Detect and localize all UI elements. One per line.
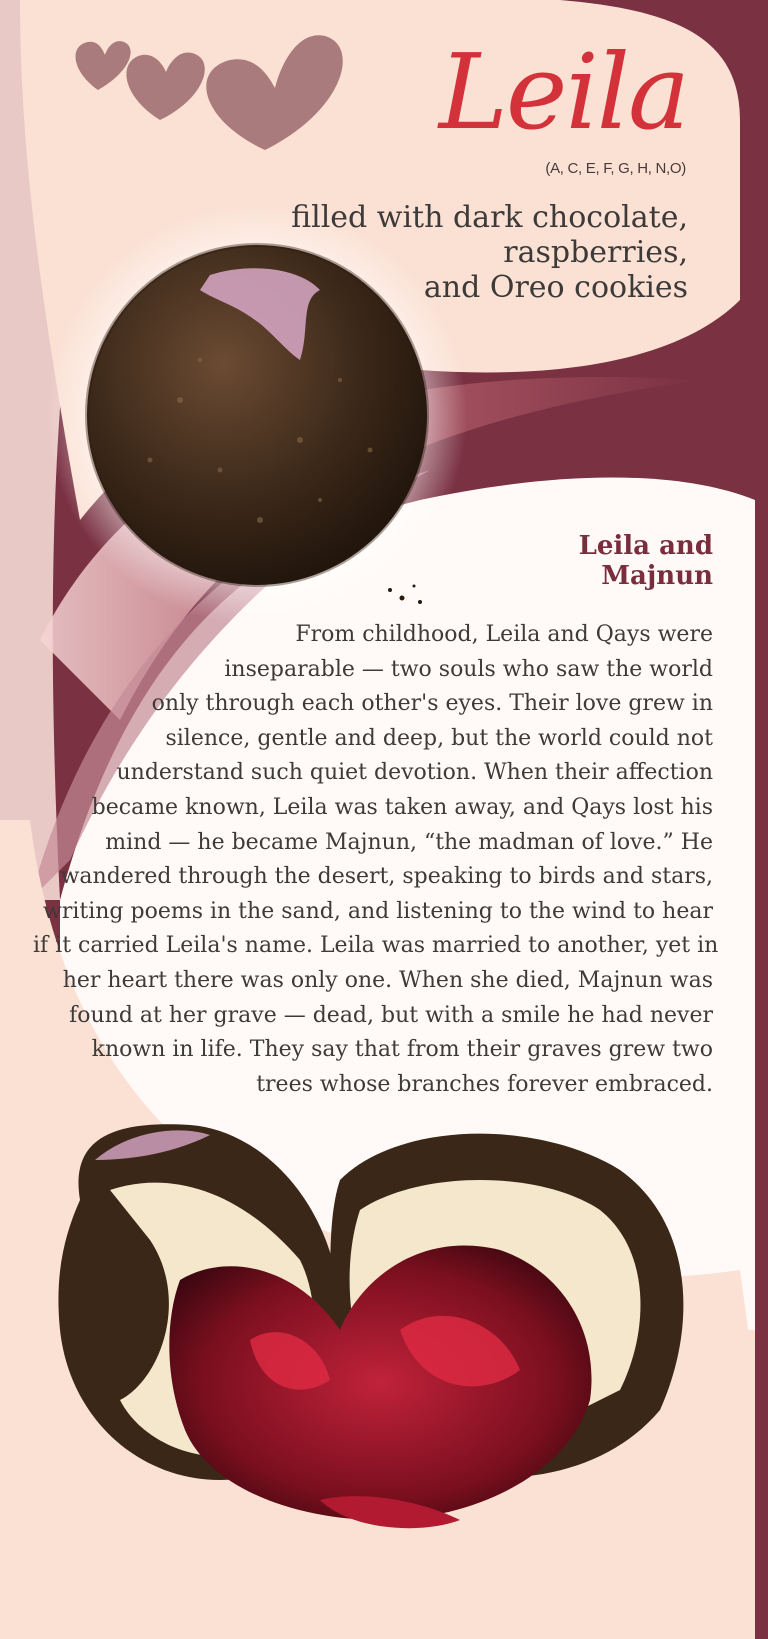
story-line: understand such quiet devotion. When their affection [116,760,713,786]
story-line: known in life. They say that from their graves grew two [91,1037,713,1063]
description-line: and Oreo cookies [423,270,688,305]
story-line: if it carried Leila's name. Leila was married to another, yet in [33,933,719,959]
story-line: silence, gentle and deep, but the world could not [165,725,713,751]
story-text [33,618,719,1102]
story-line: writing poems in the sand, and listening to the wind to hear [42,898,713,924]
story-line: became known, Leila was taken away, and Qays lost his [91,794,713,820]
allergen-codes: (A, C, E, F, G, H, N,O) [545,160,686,177]
product-title: Leila [438,31,688,153]
story-line: found at her grave — dead, but with a smile he had never [69,1002,713,1028]
story-line: mind — he became Majnun, “the madman of love.” He [105,829,713,855]
story-line: wandered through the desert, speaking to birds and stars, [60,864,713,890]
story-line: trees whose branches forever embraced. [256,1071,713,1097]
story-heading-line: Majnun [601,561,713,591]
story-heading-line: Leila and [578,531,713,561]
story-line: inseparable — two souls who saw the world [224,656,713,682]
story-line: only through each other's eyes. Their love grew in [151,691,713,717]
product-description [128,200,688,305]
story-heading [413,531,713,591]
story-line: From childhood, Leila and Qays were [295,622,713,647]
story-line: her heart there was only one. When she died, Majnun was [62,967,713,993]
description-line: filled with dark chocolate, raspberries, [291,200,688,270]
